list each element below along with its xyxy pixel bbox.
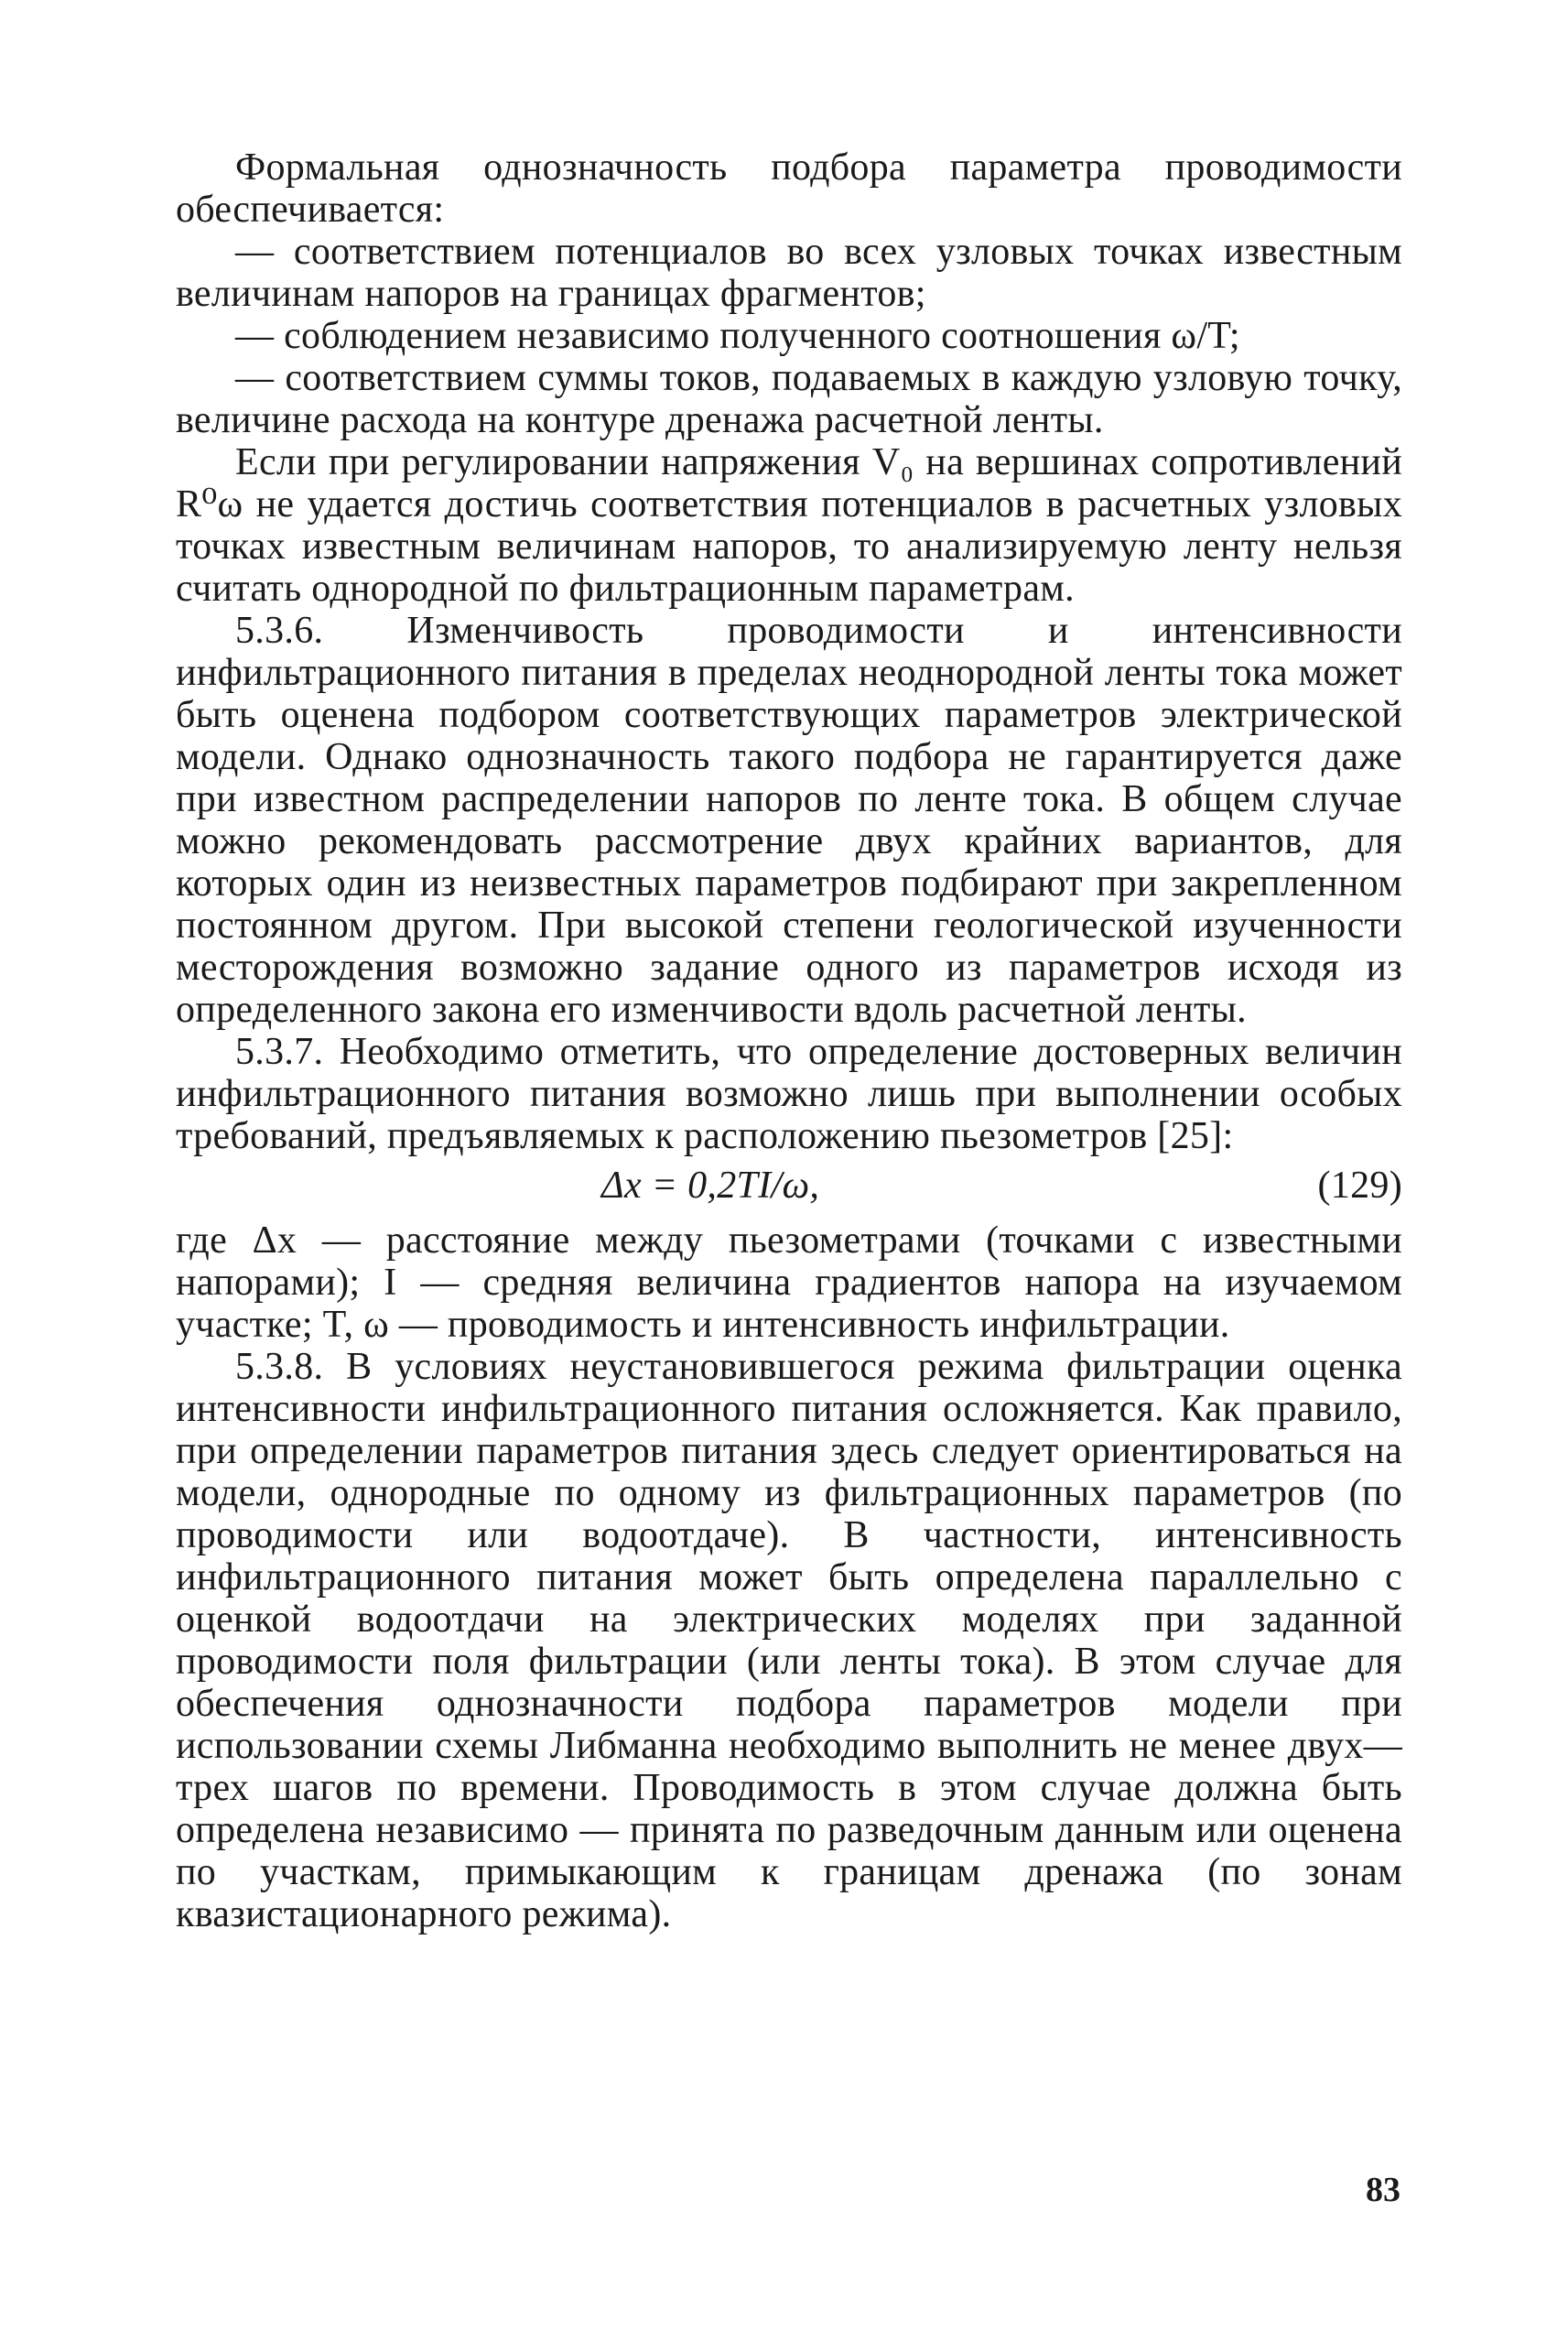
page-number: 83	[1366, 2171, 1400, 2209]
list-item-potentials: — соответствием потенциалов во всех узловых точках известным величинам напоров на границах фрагментов;	[176, 231, 1402, 315]
list-item-currents: — соответствием суммы токов, подаваемых в каждую узловую точку, величине расхода на контуре дренажа расчетной ленты.	[176, 357, 1402, 441]
paragraph-5-3-6: 5.3.6. Изменчивость проводимости и интенсивности инфильтрационного питания в пределах неоднородной ленты тока может быть оценена подбором соответствующих параметров электрической модели. Однако однозначность такого подбора не гарантируется даже при известном распределении напоров по ленте тока. В общем случае можно рекомендовать рассмотрение двух крайних вариантов, для которых один из неизвестных параметров подбирают при закрепленном постоянном другом. При высокой степени геологической изученности месторождения возможно задание одного из параметров исходя из определенного закона его изменчивости вдоль расчетной ленты.	[176, 610, 1402, 1031]
paragraph-5-3-8: 5.3.8. В условиях неустановившегося режима фильтрации оценка интенсивности инфильтрационного питания осложняется. Как правило, при определении параметров питания здесь следует ориентироваться на модели, однородные по одному из фильтрационных параметров (по проводимости или водоотдаче). В частности, интенсивность инфильтрационного питания может быть определена параллельно с оценкой водоотдачи на электрических моделях при заданной проводимости поля фильтрации (или ленты тока). В этом случае для обеспечения однозначности подбора параметров модели при использовании схемы Либманна необходимо выполнить не менее двух—трех шагов по времени. Проводимость в этом случае должна быть определена независимо — принята по разведочным данным или оценена по участкам, примыкающим к границам дренажа (по зонам квазистационарного режима).	[176, 1346, 1402, 1935]
paragraph-where: где Δx — расстояние между пьезометрами (точками с известными напорами); I — средняя величина градиентов напора на изучаемом участке; T, ω — проводимость и интенсивность инфильтрации.	[176, 1219, 1402, 1346]
formula-number: (129)	[1317, 1165, 1402, 1207]
paragraph-intro: Формальная однозначность подбора параметра проводимости обеспечивается:	[176, 146, 1402, 231]
formula-row	[176, 1159, 1402, 1214]
body-text	[176, 146, 1402, 1935]
paragraph-voltage: Если при регулировании напряжения V₀ на вершинах сопротивлений R⁰ω не удается достичь соответствия потенциалов в расчетных узловых точках известным величинам напоров, то анализируемую ленту нельзя считать однородной по фильтрационным параметрам.	[176, 441, 1402, 610]
formula-expression: Δx = 0,2TI/ω,	[601, 1165, 820, 1207]
list-item-ratio: — соблюдением независимо полученного соотношения ω/T;	[235, 315, 1240, 357]
paragraph-5-3-7: 5.3.7. Необходимо отметить, что определение достоверных величин инфильтрационного питания возможно лишь при выполнении особых требований, предъявляемых к расположению пьезометров [25]:	[176, 1031, 1402, 1157]
